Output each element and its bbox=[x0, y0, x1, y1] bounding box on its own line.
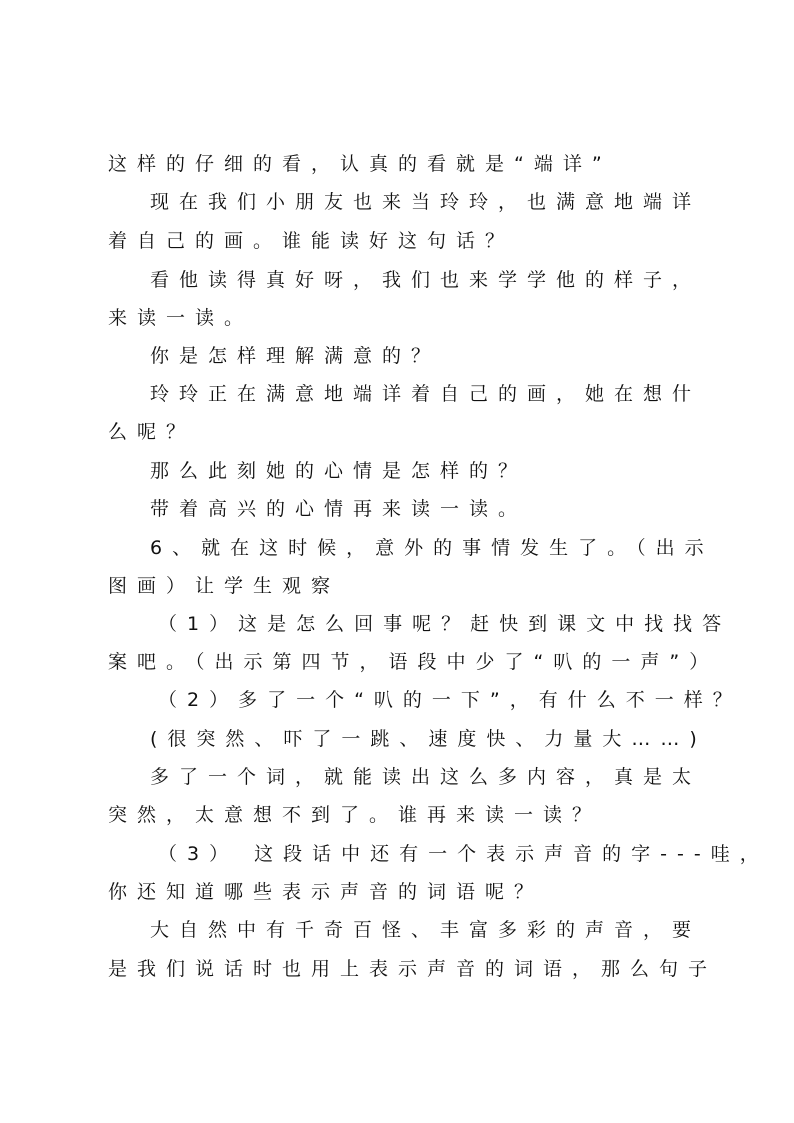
text-line: 案吧。（出示第四节，语段中少了“叭的一声”） bbox=[108, 651, 719, 673]
text-line: 多了一个词，就能读出这么多内容，真是太 bbox=[150, 766, 702, 788]
text-line: 你还知道哪些表示声音的词语呢？ bbox=[108, 881, 544, 903]
text-line: 来读一读。 bbox=[108, 307, 254, 329]
text-line: 是我们说话时也用上表示声音的词语，那么句子 bbox=[108, 958, 718, 980]
text-line: 你是怎样理解满意的？ bbox=[150, 345, 441, 367]
text-line: （3） 这段话中还有一个表示声音的字---哇， bbox=[158, 843, 769, 865]
text-line: 那么此刻她的心情是怎样的？ bbox=[150, 460, 528, 482]
text-line: 看他读得真好呀，我们也来学学他的样子， bbox=[150, 269, 702, 291]
text-line: 带着高兴的心情再来读一读。 bbox=[150, 498, 528, 520]
text-line: 突然，太意想不到了。谁再来读一读？ bbox=[108, 804, 602, 826]
text-line: 图画）让学生观察 bbox=[108, 575, 341, 597]
text-line: 玲玲正在满意地端详着自己的画，她在想什 bbox=[150, 383, 702, 405]
text-line: 这样的仔细的看，认真的看就是“端详” bbox=[108, 153, 612, 175]
text-line: 现在我们小朋友也来当玲玲，也满意地端详 bbox=[150, 191, 702, 213]
text-line: （1）这是怎么回事呢？赶快到课文中找找答 bbox=[158, 613, 732, 635]
text-line: 大自然中有千奇百怪、丰富多彩的声音，要 bbox=[150, 919, 702, 941]
text-line: （2）多了一个“叭的一下”，有什么不一样？ bbox=[158, 689, 742, 711]
text-line: 么呢？ bbox=[108, 421, 196, 443]
text-line: 6、就在这时候，意外的事情发生了。（出示 bbox=[150, 537, 714, 559]
text-line: (很突然、吓了一跳、速度快、力量大……) bbox=[150, 728, 707, 750]
text-line: 着自己的画。谁能读好这句话？ bbox=[108, 230, 515, 252]
